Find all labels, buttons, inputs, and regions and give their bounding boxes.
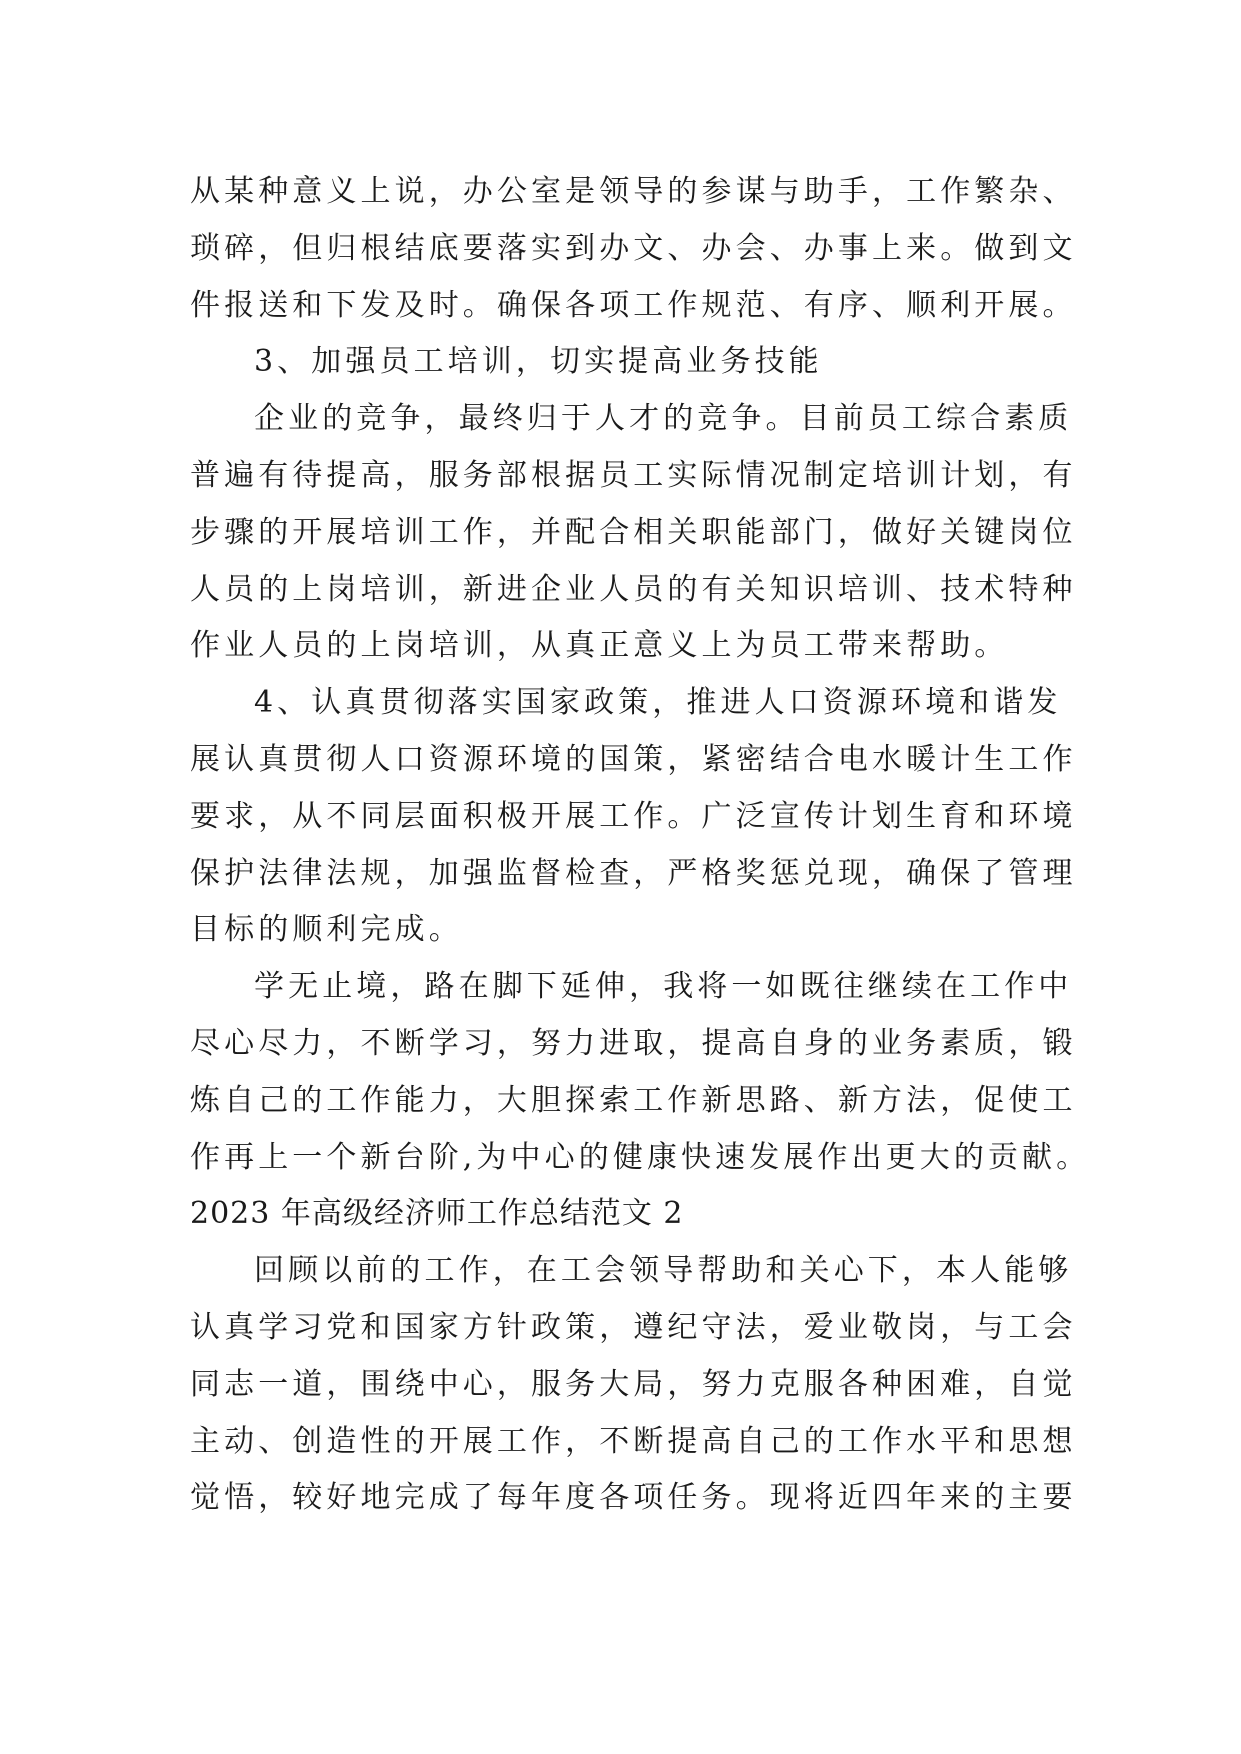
text-line: 步骤的开展培训工作，并配合相关职能部门，做好关键岗位: [190, 514, 1077, 550]
text-line: 觉悟，较好地完成了每年度各项任务。现将近四年来的主要: [190, 1480, 1077, 1516]
text-line: 炼自己的工作能力，大胆探索工作新思路、新方法，促使工: [190, 1082, 1077, 1118]
article-title: 2023 年高级经济师工作总结范文 2: [190, 1196, 684, 1232]
document-body: [190, 164, 1091, 1527]
text-line: 保护法律法规，加强监督检查，严格奖惩兑现，确保了管理: [190, 855, 1077, 891]
text-line: 目标的顺利完成。: [190, 912, 463, 948]
text-line: 琐碎，但归根结底要落实到办文、办会、办事上来。做到文: [190, 230, 1077, 266]
text-line: 展认真贯彻人口资源环境的国策，紧密结合电水暖计生工作: [190, 741, 1077, 777]
text-line: 件报送和下发及时。确保各项工作规范、有序、顺利开展。: [190, 287, 1077, 323]
text-line: 要求，从不同层面积极开展工作。广泛宣传计划生育和环境: [190, 798, 1077, 834]
text-line: 人员的上岗培训，新进企业人员的有关知识培训、技术特种: [190, 571, 1077, 607]
text-line: 普遍有待提高，服务部根据员工实际情况制定培训计划，有: [190, 457, 1077, 493]
section-heading-3: 3、加强员工培训，切实提高业务技能: [254, 344, 823, 380]
text-line: 回顾以前的工作，在工会领导帮助和关心下，本人能够: [254, 1253, 1073, 1289]
text-line: 作再上一个新台阶,为中心的健康快速发展作出更大的贡献。: [190, 1139, 1091, 1175]
text-line: 认真学习党和国家方针政策，遵纪守法，爱业敬岗，与工会: [190, 1309, 1077, 1345]
text-line: 企业的竞争，最终归于人才的竞争。目前员工综合素质: [254, 401, 1073, 437]
section-heading-4: 4、认真贯彻落实国家政策，推进人口资源环境和谐发: [254, 685, 1062, 721]
text-line: 作业人员的上岗培训，从真正意义上为员工带来帮助。: [190, 628, 1009, 664]
text-line: 同志一道，围绕中心，服务大局，努力克服各种困难，自觉: [190, 1366, 1077, 1402]
text-line: 主动、创造性的开展工作，不断提高自己的工作水平和思想: [190, 1423, 1077, 1459]
text-line: 从某种意义上说，办公室是领导的参谋与助手，工作繁杂、: [190, 174, 1077, 209]
text-line: 尽心尽力，不断学习，努力进取，提高自身的业务素质，锻: [190, 1025, 1077, 1061]
text-line: 学无止境，路在脚下延伸，我将一如既往继续在工作中: [254, 969, 1073, 1005]
